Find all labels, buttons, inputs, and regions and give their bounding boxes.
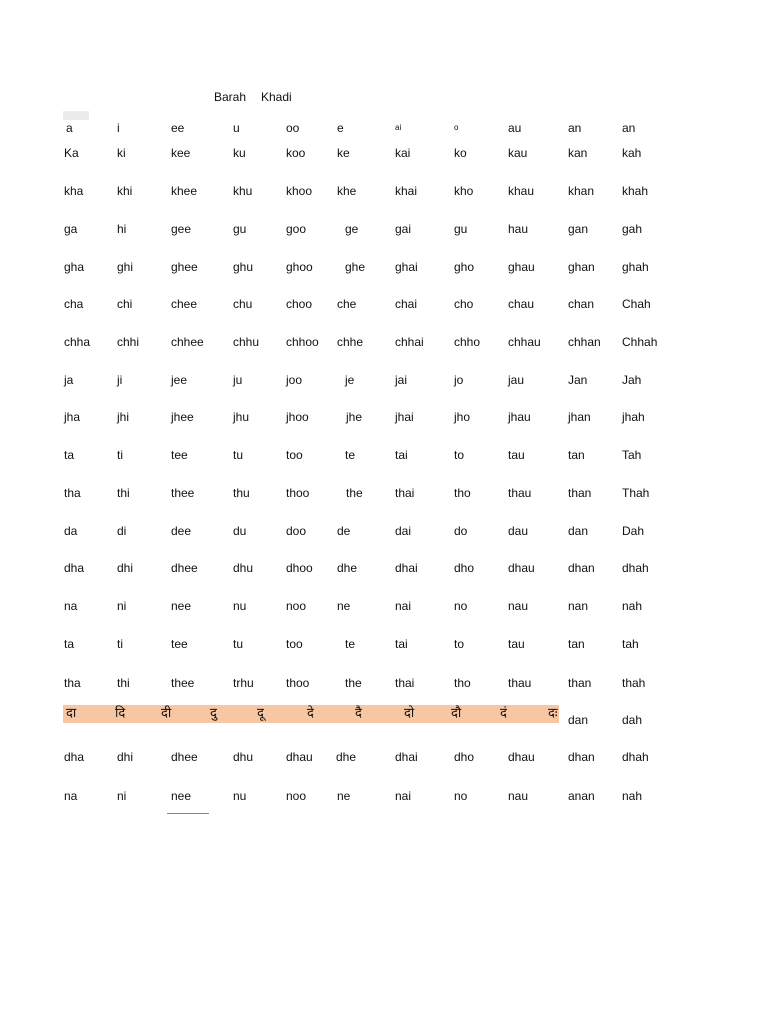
table-cell: thee [171,676,195,690]
devanagari-cell: दु [210,706,217,721]
table-cell: thau [508,676,532,690]
table-cell: kan [568,146,588,160]
table-cell: joo [286,373,303,387]
table-cell: u [233,121,240,135]
table-cell: dau [508,524,529,538]
table-cell: dha [64,561,85,575]
table-cell: dhee [171,750,198,764]
table-cell: na [64,599,78,613]
table-cell: chhoo [286,335,319,349]
table-cell: tai [395,637,408,651]
table-cell: no [454,789,468,803]
table-cell: gan [568,222,589,236]
table-cell: dee [171,524,192,538]
table-cell: i [117,121,120,135]
table-cell: chhan [568,335,601,349]
table-cell: than [568,676,592,690]
table-cell: da [64,524,78,538]
table-cell: too [286,637,303,651]
devanagari-cell: दे [307,706,314,721]
table-cell: de [337,524,351,538]
devanagari-cell: दू [257,706,264,721]
table-cell: jha [64,410,81,424]
table-cell: ghah [622,260,649,274]
table-cell: nan [568,599,589,613]
table-cell: dhau [508,561,535,575]
table-cell: tu [233,448,244,462]
table-cell: chee [171,297,198,311]
table-cell: ni [117,789,127,803]
table-cell: anan [568,789,595,803]
table-cell: ne [337,789,351,803]
title-word-barah: Barah [214,90,247,104]
table-cell: ko [454,146,467,160]
table-cell: no [454,599,468,613]
table-cell: the [345,676,362,690]
table-cell: thai [395,486,415,500]
table-cell: tan [568,637,585,651]
table-cell: chu [233,297,253,311]
table-cell: jhoo [286,410,309,424]
table-cell: chha [64,335,91,349]
table-cell: ee [171,121,185,135]
table-cell: ghai [395,260,418,274]
table-cell: dhee [171,561,198,575]
devanagari-cell: दो [404,706,415,721]
table-cell: nah [622,599,643,613]
table-cell: gah [622,222,643,236]
table-cell: tee [171,637,188,651]
table-cell: ti [117,637,123,651]
table-cell: kha [64,184,84,198]
table-cell: dan [568,524,589,538]
table-cell: o [454,123,459,132]
table-cell: jo [454,373,464,387]
table-cell: au [508,121,522,135]
table-cell: thai [395,676,415,690]
table-cell: Jah [622,373,642,387]
table-cell: nai [395,599,412,613]
table-cell: ju [233,373,243,387]
table-cell: Thah [622,486,650,500]
table-cell: chhau [508,335,541,349]
table-cell: khan [568,184,595,198]
table-cell: dho [454,750,475,764]
table-cell: hi [117,222,127,236]
table-cell: ga [64,222,78,236]
table-cell: trhu [233,676,254,690]
title-word-khadi: Khadi [261,90,292,104]
table-cell: jee [171,373,188,387]
table-cell: thau [508,486,532,500]
table-cell: kau [508,146,528,160]
table-cell: jhu [233,410,250,424]
table-cell: noo [286,599,307,613]
table-cell: thoo [286,676,310,690]
table-cell: tha [64,486,81,500]
table-cell: thoo [286,486,310,500]
table-cell: gho [454,260,475,274]
table-cell: dhan [568,750,595,764]
table-cell: tau [508,637,525,651]
table-cell: ji [117,373,123,387]
devanagari-cell: दा [66,706,77,721]
table-cell: ta [64,448,75,462]
table-cell: ghau [508,260,535,274]
table-cell: dhu [233,561,254,575]
table-cell: chho [454,335,481,349]
table-cell: dan [568,713,589,727]
table-cell: tah [622,637,639,651]
table-cell: ghi [117,260,134,274]
table-cell: ne [337,599,351,613]
table-cell: te [345,448,356,462]
table-cell: chau [508,297,535,311]
table-cell: khoo [286,184,313,198]
table-cell: cho [454,297,474,311]
table-cell: khu [233,184,253,198]
table-cell: ghoo [286,260,313,274]
table-cell: chhai [395,335,424,349]
table-cell: nu [233,599,247,613]
table-cell: Tah [622,448,642,462]
table-cell: nu [233,789,247,803]
table-cell: dhai [395,750,418,764]
table-cell: nee [171,789,192,803]
table-cell: dhai [395,561,418,575]
table-cell: thi [117,676,130,690]
table-cell: di [117,524,127,538]
table-cell: noo [286,789,307,803]
table-cell: chhu [233,335,260,349]
table-cell: ja [64,373,74,387]
table-cell: an [622,121,636,135]
table-cell: dhe [337,561,358,575]
underline-mark [167,813,209,814]
table-cell: dhu [233,750,254,764]
table-cell: ge [345,222,359,236]
table-cell: khi [117,184,133,198]
table-cell: gai [395,222,412,236]
table-cell: jai [395,373,408,387]
table-cell: khe [337,184,357,198]
selection-marker [63,111,89,120]
table-cell: ke [337,146,350,160]
table-cell: chhee [171,335,204,349]
table-cell: ghu [233,260,254,274]
table-cell: Chhah [622,335,658,349]
table-cell: dho [454,561,475,575]
table-cell: a [66,121,73,135]
table-cell: jau [508,373,525,387]
devanagari-cell: दी [161,706,172,721]
table-cell: gee [171,222,192,236]
table-cell: goo [286,222,307,236]
table-cell: chai [395,297,418,311]
table-cell: kah [622,146,642,160]
table-cell: choo [286,297,313,311]
table-cell: Chah [622,297,651,311]
table-cell: thah [622,676,646,690]
table-cell: jhai [395,410,414,424]
table-cell: tha [64,676,81,690]
table-cell: nau [508,789,529,803]
table-cell: du [233,524,247,538]
table-cell: Dah [622,524,645,538]
table-cell: koo [286,146,306,160]
table-cell: thi [117,486,130,500]
table-cell: thu [233,486,250,500]
table-cell: gu [233,222,247,236]
table-cell: tai [395,448,408,462]
table-cell: kho [454,184,474,198]
table-cell: gha [64,260,85,274]
table-cell: ghan [568,260,595,274]
table-cell: ta [64,637,75,651]
table-cell: dhau [286,750,313,764]
table-cell: dhoo [286,561,313,575]
table-cell: Ka [64,146,79,160]
table-cell: ku [233,146,246,160]
table-cell: je [345,373,355,387]
table-cell: dah [622,713,643,727]
table-cell: kai [395,146,411,160]
table-cell: tau [508,448,525,462]
table-cell: cha [64,297,84,311]
table-cell: nah [622,789,643,803]
table-cell: tee [171,448,188,462]
table-cell: khai [395,184,418,198]
table-cell: ki [117,146,126,160]
table-cell: khau [508,184,535,198]
table-cell: dhe [336,750,357,764]
table-cell: chan [568,297,595,311]
table-cell: na [64,789,78,803]
table-cell: to [454,637,465,651]
table-cell: e [337,121,344,135]
table-cell: khee [171,184,198,198]
table-cell: nai [395,789,412,803]
table-cell: jhe [346,410,363,424]
table-cell: khah [622,184,649,198]
devanagari-cell: दि [115,706,126,721]
table-cell: ni [117,599,127,613]
table-cell: chhi [117,335,140,349]
table-cell: jhee [171,410,194,424]
table-cell: ghe [345,260,366,274]
table-cell: te [345,637,356,651]
table-cell: kee [171,146,191,160]
devanagari-cell: दै [355,706,362,721]
table-cell: dhah [622,750,649,764]
table-cell: dai [395,524,412,538]
table-cell: dhi [117,561,134,575]
devanagari-cell: दं [500,706,507,721]
table-cell: hau [508,222,529,236]
table-cell: nee [171,599,192,613]
table-cell: gu [454,222,468,236]
table-cell: an [568,121,582,135]
table-cell: ti [117,448,123,462]
table-cell: do [454,524,468,538]
table-cell: tho [454,676,471,690]
table-cell: dha [64,750,85,764]
table-cell: nau [508,599,529,613]
table-cell: chi [117,297,133,311]
devanagari-cell: दौ [451,706,462,721]
table-cell: dhi [117,750,134,764]
table-cell: Jan [568,373,588,387]
table-cell: ghee [171,260,198,274]
table-cell: che [337,297,357,311]
table-cell: doo [286,524,307,538]
table-cell: dhau [508,750,535,764]
devanagari-cell: दः [548,706,558,721]
table-cell: ai [395,123,402,132]
table-cell: than [568,486,592,500]
table-cell: jhan [568,410,591,424]
table-cell: oo [286,121,300,135]
table-cell: jhah [622,410,645,424]
table-cell: too [286,448,303,462]
table-cell: the [346,486,363,500]
table-cell: tho [454,486,471,500]
table-cell: chhe [337,335,364,349]
table-cell: tu [233,637,244,651]
table-cell: jhau [508,410,531,424]
table-cell: tan [568,448,585,462]
table-cell: jho [454,410,471,424]
table-cell: thee [171,486,195,500]
table-cell: to [454,448,465,462]
table-cell: dhan [568,561,595,575]
table-cell: dhah [622,561,649,575]
table-cell: jhi [117,410,130,424]
